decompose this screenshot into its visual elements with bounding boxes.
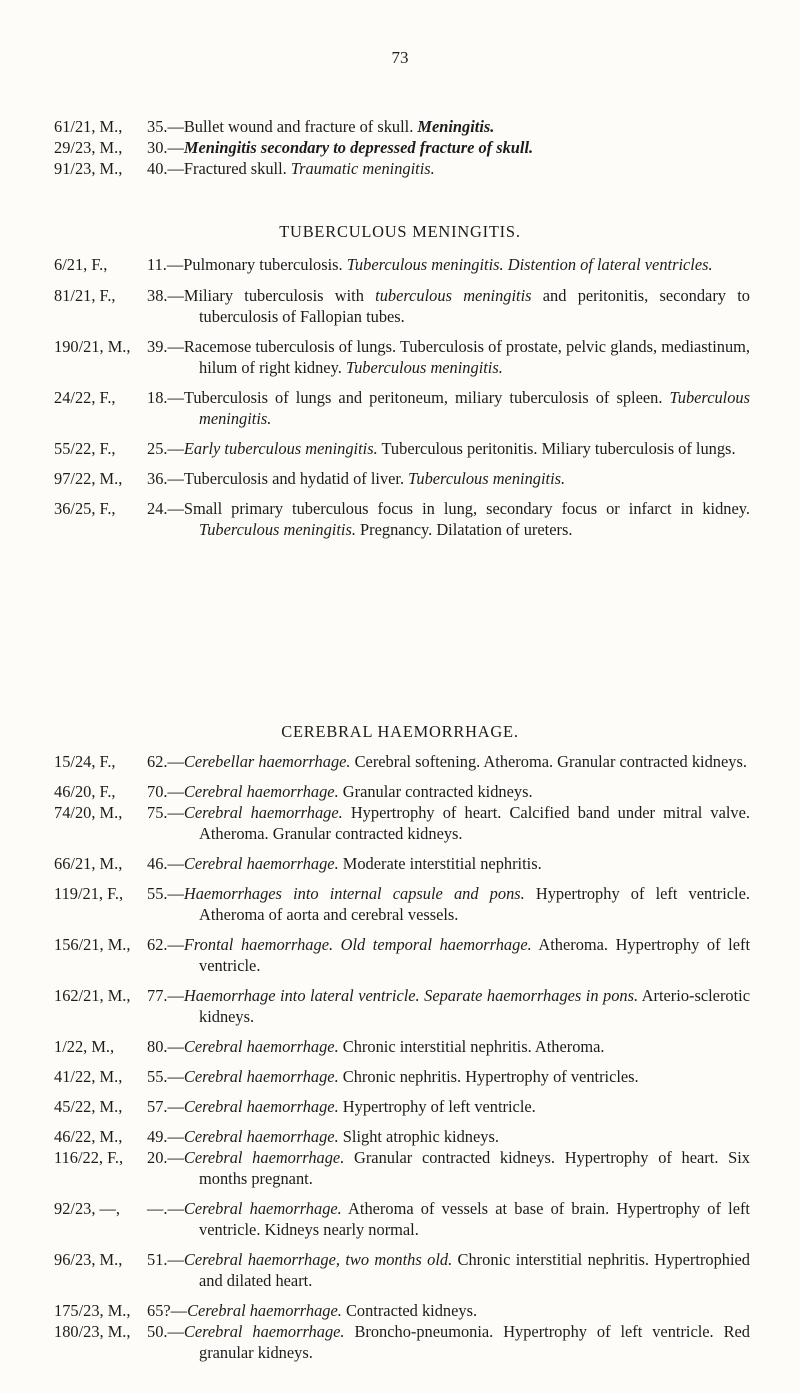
case-entry bbox=[0, 1249, 800, 1291]
case-description bbox=[147, 498, 750, 540]
case-diagnosis: Meningitis secondary to depressed fracture of skull. bbox=[183, 138, 534, 157]
case-diagnosis: Cerebral haemorrhage. bbox=[183, 854, 339, 873]
case-description bbox=[147, 802, 750, 844]
case-id: 162/21, M., bbox=[54, 986, 131, 1005]
case-id: 41/22, M., bbox=[54, 1067, 123, 1086]
tuberculous-meningitis-section bbox=[0, 254, 800, 540]
case-id: 91/23, M., bbox=[54, 159, 123, 178]
case-text: 62.— bbox=[147, 752, 184, 771]
case-diagnosis: Cerebral haemorrhage. bbox=[183, 782, 339, 801]
case-entry bbox=[0, 934, 800, 976]
case-description bbox=[147, 1147, 750, 1189]
case-description bbox=[147, 1066, 750, 1087]
case-diagnosis: Cerebral haemorrhage. bbox=[183, 803, 343, 822]
case-text: 80.— bbox=[147, 1037, 184, 1056]
case-entry bbox=[0, 1198, 800, 1240]
case-text: —.— bbox=[147, 1199, 184, 1218]
case-description bbox=[147, 468, 750, 489]
case-text: 75.— bbox=[147, 803, 184, 822]
case-diagnosis: Traumatic meningitis. bbox=[290, 159, 435, 178]
case-text: Arterio-sclerotic kidneys. bbox=[199, 986, 750, 1026]
case-text: Atheroma of vessels at base of brain. Hypertrophy of left ventricle. Kidneys nearly normal. bbox=[199, 1199, 750, 1239]
case-text: 62.— bbox=[147, 935, 184, 954]
case-entry bbox=[0, 158, 800, 179]
case-text: Hypertrophy of left ventricle. Atheroma of aorta and cerebral vessels. bbox=[199, 884, 750, 924]
case-id: 61/21, M., bbox=[54, 117, 123, 136]
case-entry bbox=[0, 1036, 800, 1057]
case-text: Granular contracted kidneys. bbox=[338, 782, 533, 801]
case-text: 46.— bbox=[147, 854, 184, 873]
case-diagnosis: Cerebral haemorrhage. bbox=[183, 1199, 342, 1218]
case-entry bbox=[0, 285, 800, 327]
case-entry bbox=[0, 1066, 800, 1087]
case-entry bbox=[0, 985, 800, 1027]
case-description bbox=[147, 254, 750, 275]
case-id: 74/20, M., bbox=[54, 803, 123, 822]
case-id: 116/22, F., bbox=[54, 1148, 124, 1167]
case-diagnosis: Meningitis. bbox=[417, 117, 495, 136]
case-diagnosis: Haemorrhages into internal capsule and pons. bbox=[183, 884, 525, 903]
case-entry bbox=[0, 802, 800, 844]
case-diagnosis: Tuberculous meningitis. Distention of lateral ventricles. bbox=[346, 255, 713, 274]
case-id: 190/21, M., bbox=[54, 337, 131, 356]
case-text: 20.— bbox=[147, 1148, 184, 1167]
case-entry bbox=[0, 853, 800, 874]
case-entry bbox=[0, 883, 800, 925]
case-text: Cerebral softening. Atheroma. Granular contracted kidneys. bbox=[350, 752, 747, 771]
case-diagnosis: Tuberculous meningitis. bbox=[199, 520, 356, 539]
case-entry bbox=[0, 468, 800, 489]
case-diagnosis: Tuberculous meningitis. bbox=[345, 358, 503, 377]
case-diagnosis: Cerebral haemorrhage, two months old. bbox=[183, 1250, 453, 1269]
case-id: 36/25, F., bbox=[54, 499, 116, 518]
page-number: 73 bbox=[391, 48, 409, 67]
case-id: 156/21, M., bbox=[54, 935, 131, 954]
case-text: 57.— bbox=[147, 1097, 184, 1116]
case-entry bbox=[0, 1321, 800, 1363]
case-id: 24/22, F., bbox=[54, 388, 116, 407]
case-text: and peritonitis, secondary to tuberculosis of Fallopian tubes. bbox=[199, 286, 750, 326]
case-description bbox=[147, 285, 750, 327]
case-description bbox=[147, 387, 750, 429]
case-text: 24.—Small primary tuberculous focus in lung, secondary focus or infarct in kidney. bbox=[147, 499, 750, 518]
case-diagnosis: Cerebral haemorrhage. bbox=[183, 1148, 345, 1167]
case-description bbox=[147, 883, 750, 925]
case-description bbox=[147, 336, 750, 378]
case-id: 29/23, M., bbox=[54, 138, 123, 157]
case-text: Granular contracted kidneys. Hypertrophy of heart. Six months pregnant. bbox=[199, 1148, 750, 1188]
case-text: Tuberculous peritonitis. Miliary tuberculosis of lungs. bbox=[377, 439, 736, 458]
case-text: 36.—Tuberculosis and hydatid of liver. bbox=[147, 469, 409, 488]
case-description bbox=[147, 1036, 750, 1057]
case-diagnosis: tuberculous meningitis bbox=[375, 286, 532, 305]
case-diagnosis: Haemorrhage into lateral ventricle. Separate haemorrhages in pons. bbox=[183, 986, 639, 1005]
section-heading-cerebral-haemorrhage: CEREBRAL HAEMORRHAGE. bbox=[281, 722, 519, 741]
case-entry bbox=[0, 1147, 800, 1189]
case-description bbox=[147, 985, 750, 1027]
case-diagnosis: Cerebral haemorrhage. bbox=[183, 1037, 339, 1056]
case-entry bbox=[0, 387, 800, 429]
case-text: Chronic nephritis. Hypertrophy of ventricles. bbox=[338, 1067, 639, 1086]
case-id: 180/23, M., bbox=[54, 1322, 131, 1341]
case-text: 30.— bbox=[147, 138, 184, 157]
case-text: 39.—Racemose tuberculosis of lungs. Tuberculosis of prostate, pelvic glands, mediastinum, hilum of right kidney. bbox=[147, 337, 750, 377]
case-text: 51.— bbox=[147, 1250, 184, 1269]
case-text: 18.—Tuberculosis of lungs and peritoneum, miliary tuberculosis of spleen. bbox=[147, 388, 670, 407]
case-diagnosis: Cerebral haemorrhage. bbox=[183, 1322, 345, 1341]
case-text: Slight atrophic kidneys. bbox=[338, 1127, 499, 1146]
case-diagnosis: Cerebellar haemorrhage. bbox=[183, 752, 351, 771]
case-diagnosis: Cerebral haemorrhage. bbox=[187, 1301, 342, 1320]
case-id: 92/23, —, bbox=[54, 1199, 121, 1218]
case-id: 66/21, M., bbox=[54, 854, 123, 873]
case-text: Hypertrophy of heart. Calcified band under mitral valve. Atheroma. Granular contracted kidneys. bbox=[199, 803, 750, 843]
case-id: 46/20, F., bbox=[54, 782, 116, 801]
case-entry bbox=[0, 1126, 800, 1147]
case-entry bbox=[0, 254, 800, 275]
case-description bbox=[147, 1321, 750, 1363]
case-description bbox=[147, 1126, 750, 1147]
cerebral-haemorrhage-section bbox=[0, 751, 800, 1363]
case-text: 55.— bbox=[147, 1067, 184, 1086]
case-diagnosis: Cerebral haemorrhage. bbox=[183, 1127, 339, 1146]
case-entry bbox=[0, 336, 800, 378]
case-id: 55/22, F., bbox=[54, 439, 116, 458]
case-description bbox=[147, 781, 750, 802]
case-id: 175/23, M., bbox=[54, 1301, 131, 1320]
case-text: Moderate interstitial nephritis. bbox=[338, 854, 542, 873]
case-description bbox=[147, 853, 750, 874]
case-text: 49.— bbox=[147, 1127, 184, 1146]
case-text: 40.—Fractured skull. bbox=[147, 159, 291, 178]
case-id: 1/22, M., bbox=[54, 1037, 115, 1056]
case-entry bbox=[0, 116, 800, 137]
case-entry bbox=[0, 498, 800, 540]
section-heading-tuberculous-meningitis: TUBERCULOUS MENINGITIS. bbox=[279, 222, 521, 241]
case-description bbox=[147, 1300, 750, 1321]
case-entry bbox=[0, 781, 800, 802]
case-id: 15/24, F., bbox=[54, 752, 116, 771]
case-diagnosis: Cerebral haemorrhage. bbox=[183, 1067, 339, 1086]
case-entry bbox=[0, 751, 800, 772]
case-description bbox=[147, 1198, 750, 1240]
case-entry bbox=[0, 1300, 800, 1321]
case-text: Chronic interstitial nephritis. Hypertrophied and dilated heart. bbox=[199, 1250, 750, 1290]
meningitis-tail-section bbox=[0, 116, 800, 179]
case-diagnosis: Cerebral haemorrhage. bbox=[183, 1097, 339, 1116]
case-description bbox=[147, 751, 750, 772]
case-id: 46/22, M., bbox=[54, 1127, 123, 1146]
case-entry bbox=[0, 1096, 800, 1117]
case-text: 11.—Pulmonary tuberculosis. bbox=[147, 255, 347, 274]
case-text: 38.—Miliary tuberculosis with bbox=[147, 286, 376, 305]
case-text: 70.— bbox=[147, 782, 184, 801]
case-text: Contracted kidneys. bbox=[341, 1301, 478, 1320]
case-entry bbox=[0, 137, 800, 158]
case-text: Pregnancy. Dilatation of ureters. bbox=[355, 520, 573, 539]
case-id: 97/22, M., bbox=[54, 469, 123, 488]
case-text: 55.— bbox=[147, 884, 184, 903]
case-text: 35.—Bullet wound and fracture of skull. bbox=[147, 117, 418, 136]
case-id: 119/21, F., bbox=[54, 884, 124, 903]
case-diagnosis: Early tuberculous meningitis. bbox=[183, 439, 378, 458]
case-entry bbox=[0, 438, 800, 459]
case-description bbox=[147, 1249, 750, 1291]
case-diagnosis: Tuberculous meningitis. bbox=[199, 388, 750, 428]
case-text: 77.— bbox=[147, 986, 184, 1005]
case-text: Broncho-pneumonia. Hypertrophy of left ventricle. Red granular kidneys. bbox=[199, 1322, 750, 1362]
case-text: 65?— bbox=[147, 1301, 188, 1320]
case-description bbox=[147, 934, 751, 976]
case-id: 6/21, F., bbox=[54, 255, 108, 274]
case-id: 45/22, M., bbox=[54, 1097, 123, 1116]
case-diagnosis: Tuberculous meningitis. bbox=[408, 469, 566, 488]
case-description bbox=[147, 438, 750, 459]
case-diagnosis: Frontal haemorrhage. Old temporal haemorrhage. bbox=[183, 935, 532, 954]
case-text: Chronic interstitial nephritis. Atheroma. bbox=[338, 1037, 605, 1056]
case-text: 50.— bbox=[147, 1322, 184, 1341]
case-id: 81/21, F., bbox=[54, 286, 116, 305]
case-text: Hypertrophy of left ventricle. bbox=[338, 1097, 536, 1116]
case-text: Atheroma. Hypertrophy of left ventricle. bbox=[199, 935, 751, 975]
case-text: 25.— bbox=[147, 439, 184, 458]
case-id: 96/23, M., bbox=[54, 1250, 123, 1269]
case-description bbox=[147, 1096, 750, 1117]
